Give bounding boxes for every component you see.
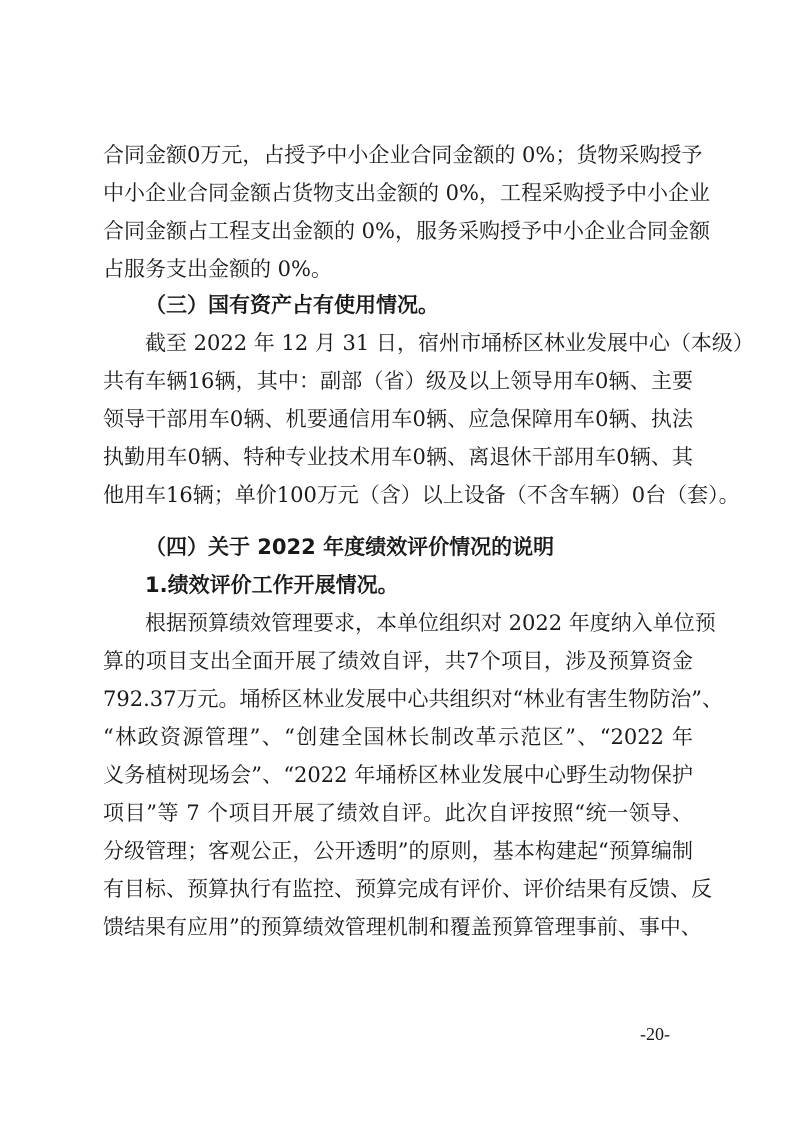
subsection-heading-evaluation bbox=[103, 570, 693, 600]
text-line: 他用车16辆；单价100万元（含）以上设备（不含车辆）0台（套）。 bbox=[103, 483, 740, 507]
heading-text: （三）国有资产占有使用情况。 bbox=[145, 293, 439, 317]
heading-text: （四）关于 2022 年度绩效评价情况的说明 bbox=[145, 535, 555, 559]
paragraph-vehicles bbox=[103, 328, 754, 510]
text-line: 项目”等 7 个项目开展了绩效自评。此次自评按照“统一领导、 bbox=[103, 801, 693, 825]
text-line: 合同金额0万元，占授予中小企业合同金额的 0%；货物采购授予 bbox=[103, 143, 703, 167]
text-line: 算的项目支出全面开展了绩效自评，共7个项目，涉及预算资金 bbox=[103, 649, 693, 673]
text-line: 馈结果有应用”的预算绩效管理机制和覆盖预算管理事前、事中、 bbox=[103, 915, 702, 939]
text-line: 义务植树现场会”、“2022 年埇桥区林业发展中心野生动物保护 bbox=[103, 763, 693, 787]
text-line: 792.37万元。埇桥区林业发展中心共组织对“林业有害生物防治”、 bbox=[103, 687, 723, 711]
section-heading-assets bbox=[103, 290, 693, 320]
text-line: 共有车辆16辆，其中：副部（省）级及以上领导用车0辆、主要 bbox=[103, 369, 693, 393]
text-line: 中小企业合同金额占货物支出金额的 0%，工程采购授予中小企业 bbox=[103, 181, 710, 205]
text-line: 领导干部用车0辆、机要通信用车0辆、应急保障用车0辆、执法 bbox=[103, 407, 693, 431]
section-heading-performance bbox=[103, 532, 693, 562]
text-line: “林政资源管理”、“创建全国林长制改革示范区”、“2022 年 bbox=[103, 725, 693, 749]
text-line: 截至 2022 年 12 月 31 日，宿州市埇桥区林业发展中心（本级） bbox=[145, 331, 754, 355]
heading-text: 1.绩效评价工作开展情况。 bbox=[145, 573, 399, 597]
text-line: 根据预算绩效管理要求，本单位组织对 2022 年度纳入单位预 bbox=[145, 611, 716, 635]
text-line: 占服务支出金额的 0%。 bbox=[103, 257, 332, 281]
text-line: 有目标、预算执行有监控、预算完成有评价、评价结果有反馈、反 bbox=[103, 877, 712, 901]
page-number: -20- bbox=[640, 1024, 670, 1044]
paragraph-evaluation bbox=[103, 608, 723, 942]
text-line: 分级管理；客观公正，公开透明”的原则，基本构建起“预算编制 bbox=[103, 839, 693, 863]
paragraph-procurement bbox=[103, 140, 710, 284]
text-line: 合同金额占工程支出金额的 0%，服务采购授予中小企业合同金额 bbox=[103, 219, 710, 243]
text-line: 执勤用车0辆、特种专业技术用车0辆、离退休干部用车0辆、其 bbox=[103, 445, 693, 469]
